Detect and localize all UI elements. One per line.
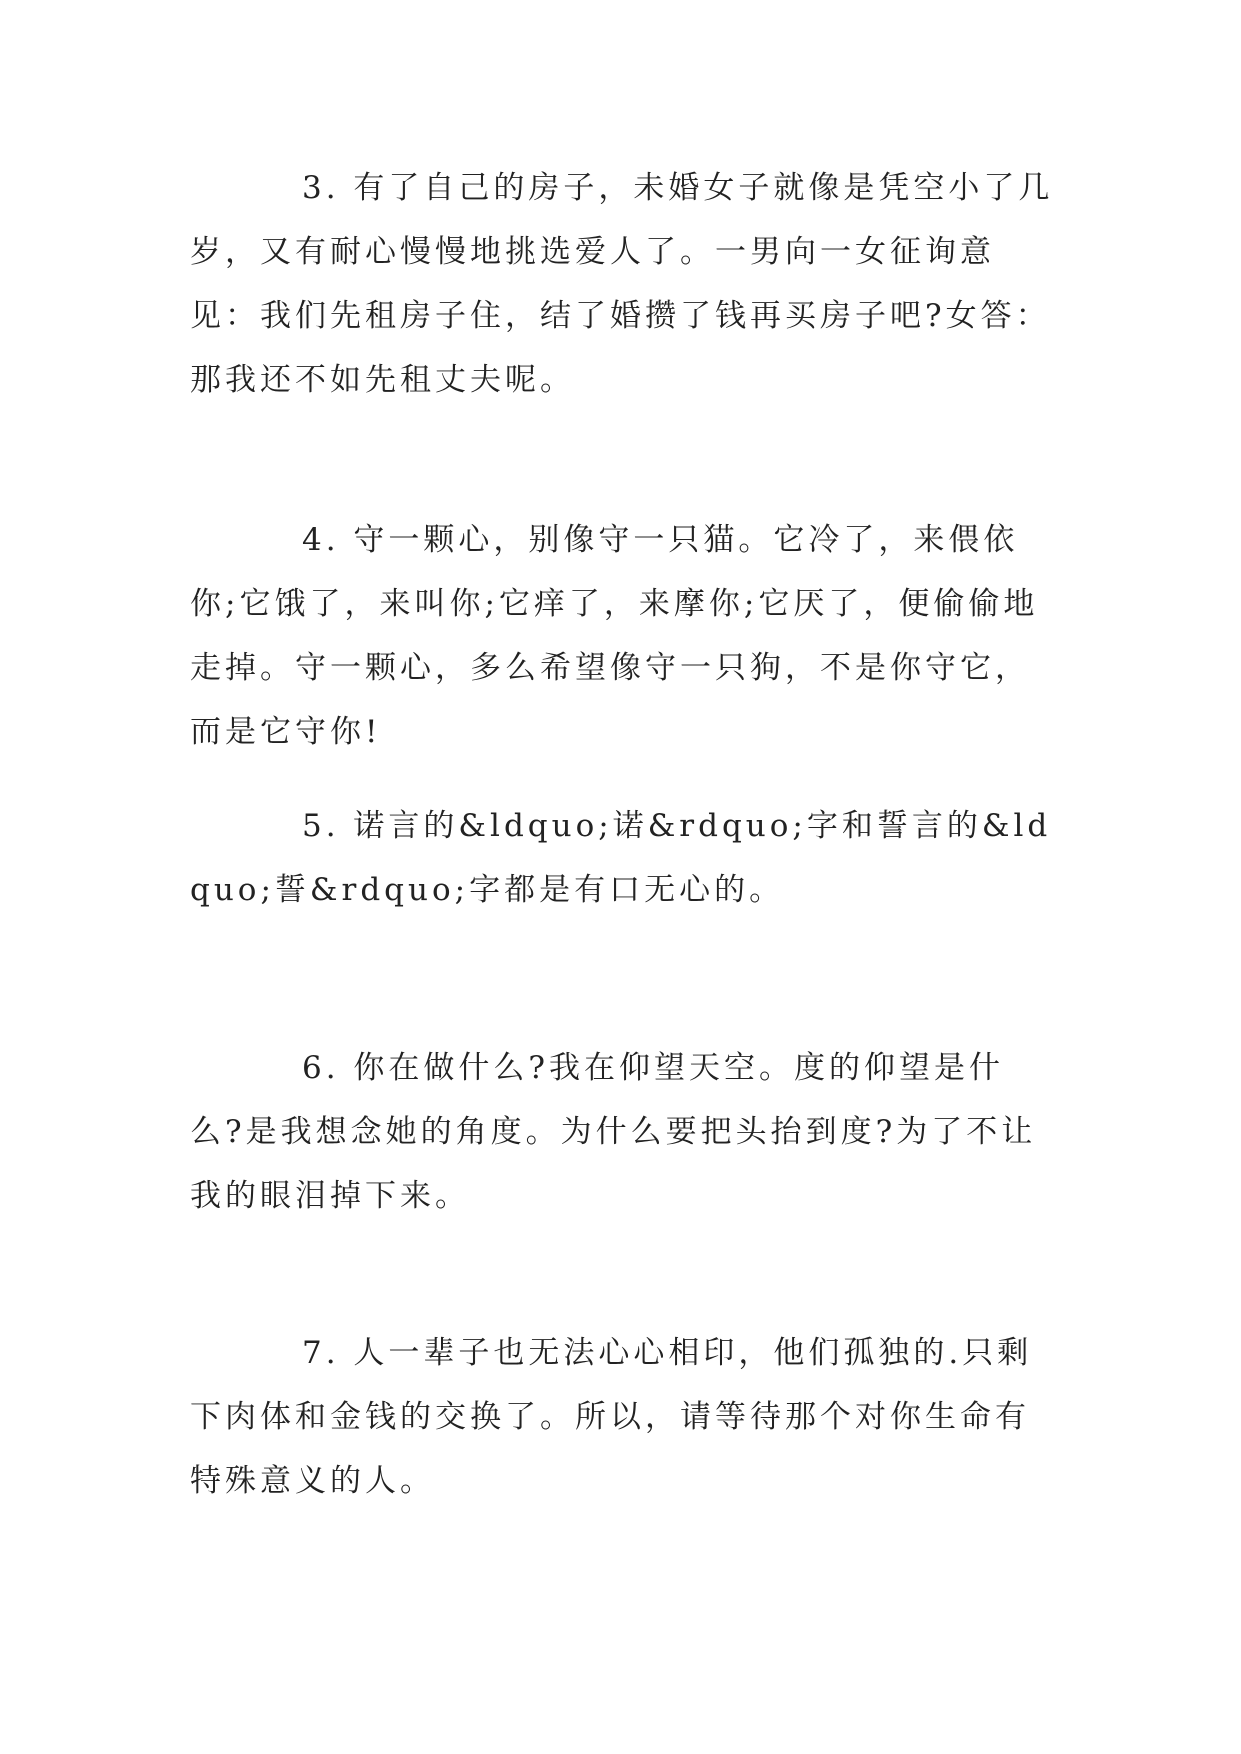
paragraph-4: 4. 守一颗心，别像守一只猫。它冷了，来偎依你;它饿了，来叫你;它痒了，来摩你;它厌了，便偷偷地走掉。守一颗心，多么希望像守一只狗，不是你守它，而是它守你!: [190, 522, 1039, 750]
paragraph-6: 6. 你在做什么?我在仰望天空。度的仰望是什么?是我想念她的角度。为什么要把头抬到度?为了不让我的眼泪掉下来。: [190, 1050, 1037, 1214]
paragraph-3: 3. 有了自己的房子，未婚女子就像是凭空小了几岁，又有耐心慢慢地挑选爱人了。一男向一女征询意见：我们先租房子住，结了婚攒了钱再买房子吧?女答：那我还不如先租丈夫呢。: [190, 170, 1054, 398]
paragraph-5: 5. 诺言的&ldquo;诺&rdquo;字和誓言的&ldquo;誓&rdquo;字都是有口无心的。: [190, 808, 1052, 908]
paragraph-7: 7. 人一辈子也无法心心相印，他们孤独的.只剩下肉体和金钱的交换了。所以，请等待那个对你生命有特殊意义的人。: [190, 1335, 1033, 1499]
